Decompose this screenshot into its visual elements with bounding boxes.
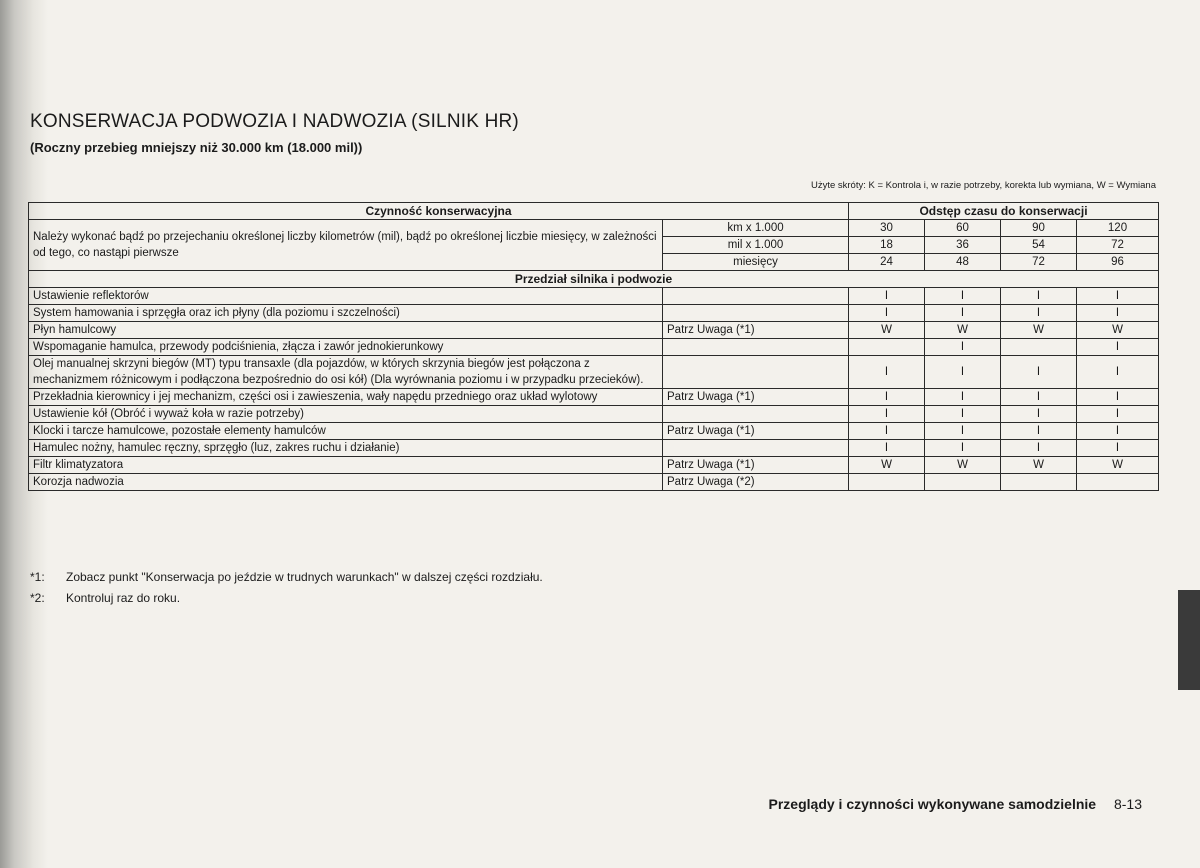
abbreviation-legend: Użyte skróty: K = Kontrola i, w razie potrzeby, korekta lub wymiana, W = Wymiana [810,180,1156,191]
maintenance-item: Hamulec nożny, hamulec ręczny, sprzęgło (luz, zakres ruchu i działanie) [29,440,663,457]
interval-action: I [1001,305,1077,322]
interval-value: 54 [1001,237,1077,254]
interval-action: I [1001,406,1077,423]
interval-action: W [1077,457,1159,474]
interval-action: W [849,322,925,339]
footnote-text: Zobacz punkt "Konserwacja po jeździe w trudnych warunkach" w dalszej części rozdziału. [66,570,543,584]
maintenance-note: Patrz Uwaga (*1) [663,322,849,339]
maintenance-note: Patrz Uwaga (*1) [663,389,849,406]
maintenance-item: Płyn hamulcowy [29,322,663,339]
interval-action: I [1077,356,1159,389]
maintenance-note [663,440,849,457]
table-row [29,474,1159,491]
maintenance-item: Korozja nadwozia [29,474,663,491]
footnote [30,591,543,605]
footnote-mark: *1: [30,570,45,584]
maintenance-note [663,356,849,389]
interval-value: 60 [925,220,1001,237]
interval-value: 48 [925,254,1001,271]
interval-action: I [925,288,1001,305]
interval-action: I [925,406,1001,423]
interval-value: 18 [849,237,925,254]
interval-action: I [1001,356,1077,389]
interval-value: 24 [849,254,925,271]
footer-section: Przeglądy i czynności wykonywane samodzielnie [768,796,1097,812]
interval-value: 36 [925,237,1001,254]
interval-action [925,474,1001,491]
interval-value: 72 [1001,254,1077,271]
interval-action: I [849,423,925,440]
interval-action: I [849,305,925,322]
maintenance-note: Patrz Uwaga (*1) [663,423,849,440]
table-row [29,389,1159,406]
footnote-mark: *2: [30,591,45,605]
section-title: Przedział silnika i podwozie [29,271,1159,288]
maintenance-note: Patrz Uwaga (*2) [663,474,849,491]
interval-action: I [1001,288,1077,305]
interval-action: W [925,457,1001,474]
interval-action: W [1001,322,1077,339]
interval-action: I [925,423,1001,440]
section-row [29,271,1159,288]
interval-action: W [925,322,1001,339]
interval-action: W [1001,457,1077,474]
interval-action: I [925,305,1001,322]
interval-unit: miesięcy [663,254,849,271]
maintenance-rows [29,288,1159,491]
maintenance-note: Patrz Uwaga (*1) [663,457,849,474]
interval-action: I [1077,389,1159,406]
table-header-row [29,203,1159,220]
maintenance-item: Olej manualnej skrzyni biegów (MT) typu transaxle (dla pojazdów, w których skrzynia biegów jest połączona z mechanizmem różnicowym i podłączona bezpośrednio do osi kół) (Dla wyrównania poziomu i w przypadku przecieków). [29,356,663,389]
page-number: 8-13 [1113,796,1142,812]
footnote [30,570,543,584]
table-row [29,406,1159,423]
table-row [29,339,1159,356]
interval-value: 30 [849,220,925,237]
interval-action: I [1001,389,1077,406]
maintenance-table [28,202,1159,491]
interval-value: 90 [1001,220,1077,237]
interval-value: 72 [1077,237,1159,254]
interval-action [1077,474,1159,491]
interval-action [1001,474,1077,491]
page-subtitle: (Roczny przebieg mniejszy niż 30.000 km (18.000 mil)) [30,140,363,155]
interval-value: 120 [1077,220,1159,237]
maintenance-item: System hamowania i sprzęgła oraz ich płyny (dla poziomu i szczelności) [29,305,663,322]
maintenance-item: Przekładnia kierownicy i jej mechanizm, części osi i zawieszenia, wały napędu przedniego oraz układ wylotowy [29,389,663,406]
interval-action: I [1077,406,1159,423]
maintenance-item: Wspomaganie hamulca, przewody podciśnienia, złącza i zawór jednokierunkowy [29,339,663,356]
interval-action: I [849,288,925,305]
page-footer [769,796,1142,812]
page-title: KONSERWACJA PODWOZIA I NADWOZIA (SILNIK HR) [30,111,519,132]
table-row [29,457,1159,474]
interval-action: I [925,440,1001,457]
interval-action: I [849,440,925,457]
interval-action: W [1077,322,1159,339]
interval-action: I [1077,305,1159,322]
interval-action: I [849,356,925,389]
interval-action: I [1077,423,1159,440]
interval-action: I [1001,423,1077,440]
interval-action: I [925,339,1001,356]
interval-unit: mil x 1.000 [663,237,849,254]
maintenance-note [663,288,849,305]
interval-row [29,220,1159,237]
header-operation: Czynność konserwacyjna [29,203,849,220]
table-row [29,305,1159,322]
footnotes [30,570,543,612]
interval-action: I [849,406,925,423]
chapter-edge-tab [1178,590,1200,690]
interval-value: 96 [1077,254,1159,271]
interval-action: I [1077,339,1159,356]
footnote-text: Kontroluj raz do roku. [66,591,181,605]
table-row [29,288,1159,305]
interval-action: I [849,389,925,406]
maintenance-item: Filtr klimatyzatora [29,457,663,474]
interval-action [849,339,925,356]
interval-action: W [849,457,925,474]
interval-description: Należy wykonać bądź po przejechaniu określonej liczby kilometrów (mil), bądź po określonej liczbie miesięcy, w zależności od tego, co nastąpi pierwsze [29,220,663,271]
table-row [29,440,1159,457]
maintenance-item: Ustawienie reflektorów [29,288,663,305]
interval-action: I [925,356,1001,389]
maintenance-note [663,305,849,322]
interval-action: I [1077,440,1159,457]
table-row [29,423,1159,440]
header-interval: Odstęp czasu do konserwacji [849,203,1159,220]
maintenance-item: Ustawienie kół (Obróć i wyważ koła w razie potrzeby) [29,406,663,423]
interval-action: I [1001,440,1077,457]
interval-action: I [925,389,1001,406]
interval-action [849,474,925,491]
interval-action: I [1077,288,1159,305]
maintenance-note [663,339,849,356]
interval-unit: km x 1.000 [663,220,849,237]
table-row [29,356,1159,389]
table-row [29,322,1159,339]
maintenance-note [663,406,849,423]
maintenance-item: Klocki i tarcze hamulcowe, pozostałe elementy hamulców [29,423,663,440]
interval-action [1001,339,1077,356]
